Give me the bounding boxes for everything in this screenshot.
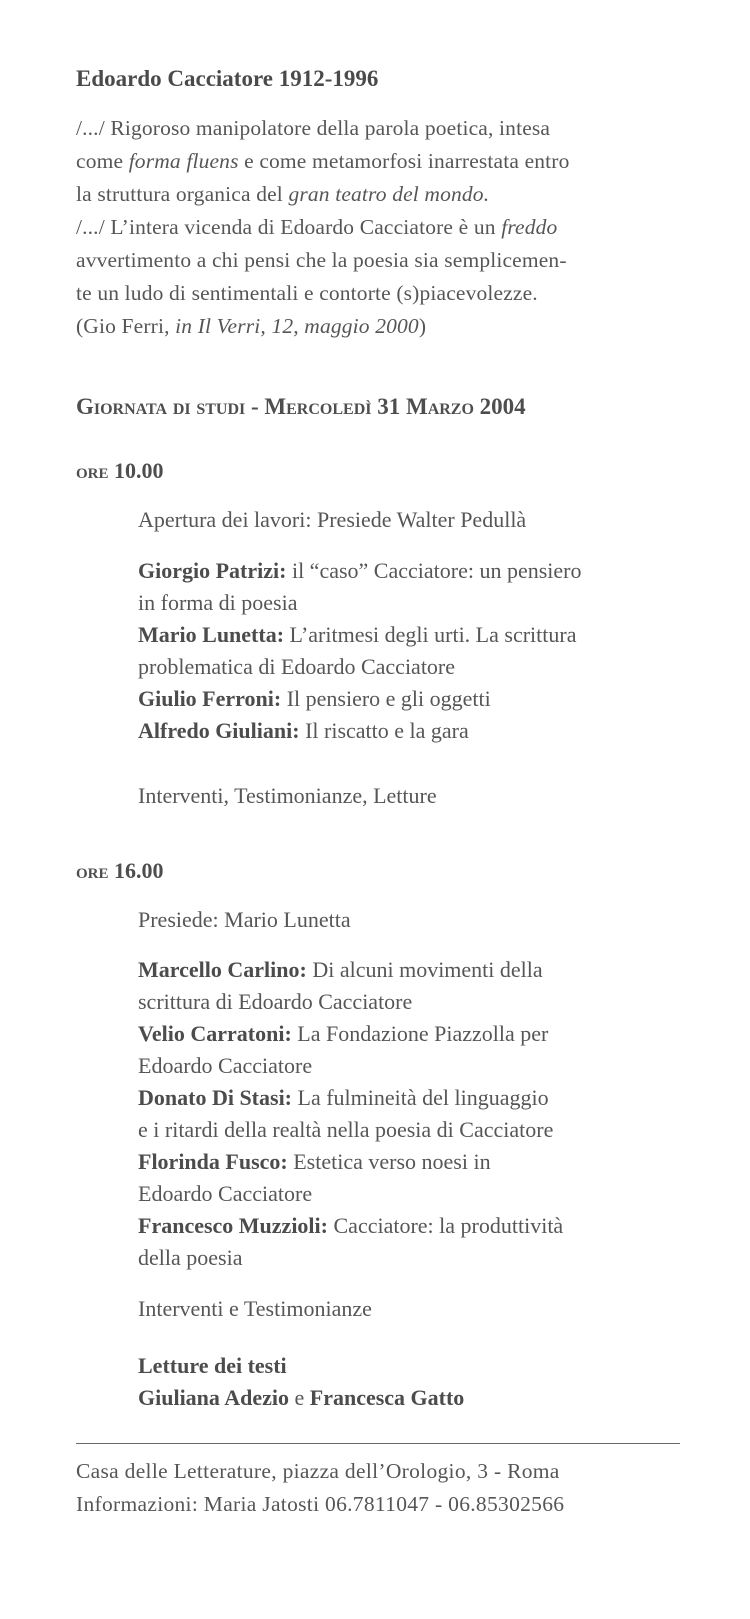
speaker-name: Francesco Muzzioli: (138, 1213, 328, 1238)
speaker-name: Donato Di Stasi: (138, 1085, 293, 1110)
speaker-name: Giulio Ferroni: (138, 686, 282, 711)
venue-line: Casa delle Letterature, piazza dell’Orologio, 3 - Roma (76, 1459, 560, 1483)
talk-title: Cacciatore: la produttività (328, 1213, 564, 1238)
talk-title: L’aritmesi degli urti. La scrittura (284, 622, 577, 647)
quote-line: te un ludo di sentimentali e contorte (s)piacevolezze. (76, 281, 538, 305)
readings-title: Letture dei testi (138, 1353, 287, 1378)
talk-line: problematica di Edoardo Cacciatore (138, 654, 456, 679)
quote-text: /.../ L’intera vicenda di Edoardo Cacciatore è un (76, 215, 502, 239)
quote-line (76, 178, 696, 211)
quote-italic: in Il Verri, 12, maggio 2000 (175, 314, 419, 338)
readers-conjunction: e (288, 1385, 310, 1410)
talk-line (138, 954, 563, 986)
quote-italic: gran teatro del mondo. (288, 182, 490, 206)
afternoon-opening: Presiede: Mario Lunetta (138, 907, 351, 932)
talk-line (138, 1018, 563, 1050)
talk-title: Di alcuni movimenti della (306, 957, 543, 982)
quote-text: (Gio Ferri, (76, 314, 176, 338)
quote-citation (76, 310, 696, 343)
ore-label: ore (76, 858, 109, 883)
talk-title: Il pensiero e gli oggetti (281, 686, 491, 711)
reader-name: Giuliana Adezio (138, 1385, 289, 1410)
readers-line (138, 1382, 464, 1414)
afternoon-talks (138, 954, 563, 1274)
talk-line (138, 683, 582, 715)
quote-italic: forma fluens (128, 149, 239, 173)
talk-title: Estetica verso noesi in (287, 1149, 491, 1174)
morning-opening: Apertura dei lavori: Presiede Walter Pedullà (138, 507, 527, 532)
speaker-name: Velio Carratoni: (138, 1021, 292, 1046)
talk-title: il “caso” Cacciatore: un pensiero (286, 558, 582, 583)
readings-block (138, 1350, 464, 1414)
talk-title: La fulmineità del linguaggio (292, 1085, 549, 1110)
talk-line (138, 1210, 563, 1242)
page-title: Edoardo Cacciatore 1912-1996 (76, 66, 379, 91)
morning-talks (138, 555, 582, 747)
quote-text: e come metamorfosi inarrestata entro (238, 149, 570, 173)
footer (76, 1455, 564, 1521)
talk-line (138, 715, 582, 747)
talk-line (138, 1146, 563, 1178)
talk-line: scrittura di Edoardo Cacciatore (138, 989, 413, 1014)
talk-line (138, 555, 582, 587)
talk-line: Edoardo Cacciatore (138, 1053, 313, 1078)
quote-line: /.../ Rigoroso manipolatore della parola poetica, intesa (76, 116, 551, 140)
quote-line (76, 145, 696, 178)
quote-text: la struttura organica del (76, 182, 289, 206)
talk-title: Il riscatto e la gara (299, 718, 469, 743)
quote-italic: freddo (501, 215, 558, 239)
quote-line (76, 211, 696, 244)
talk-line: e i ritardi della realtà nella poesia di Cacciatore (138, 1117, 554, 1142)
info-line: Informazioni: Maria Jatosti 06.7811047 - 06.85302566 (76, 1492, 565, 1516)
talk-line: Edoardo Cacciatore (138, 1181, 313, 1206)
talk-line (138, 619, 582, 651)
quote-block (76, 112, 696, 343)
speaker-name: Alfredo Giuliani: (138, 718, 300, 743)
speaker-name: Mario Lunetta: (138, 622, 285, 647)
speaker-name: Florinda Fusco: (138, 1149, 288, 1174)
day-heading: Giornata di studi - Mercoledì 31 Marzo 2004 (76, 394, 526, 419)
quote-text: come (76, 149, 129, 173)
afternoon-time (76, 858, 164, 884)
ore-label: ore (76, 458, 109, 483)
quote-text: ) (418, 314, 427, 338)
afternoon-closing: Interventi e Testimonianze (138, 1296, 372, 1321)
speaker-name: Marcello Carlino: (138, 957, 307, 982)
time-value: 10.00 (114, 458, 164, 483)
speaker-name: Giorgio Patrizi: (138, 558, 287, 583)
reader-name: Francesca Gatto (309, 1385, 465, 1410)
morning-time (76, 458, 164, 484)
footer-divider (76, 1443, 680, 1444)
talk-line: della poesia (138, 1245, 243, 1270)
talk-line: in forma di poesia (138, 590, 298, 615)
talk-title: La Fondazione Piazzolla per (291, 1021, 549, 1046)
talk-line (138, 1082, 563, 1114)
time-value: 16.00 (114, 858, 164, 883)
quote-line: avvertimento a chi pensi che la poesia sia semplicemen- (76, 248, 567, 272)
morning-closing: Interventi, Testimonianze, Letture (138, 783, 437, 808)
